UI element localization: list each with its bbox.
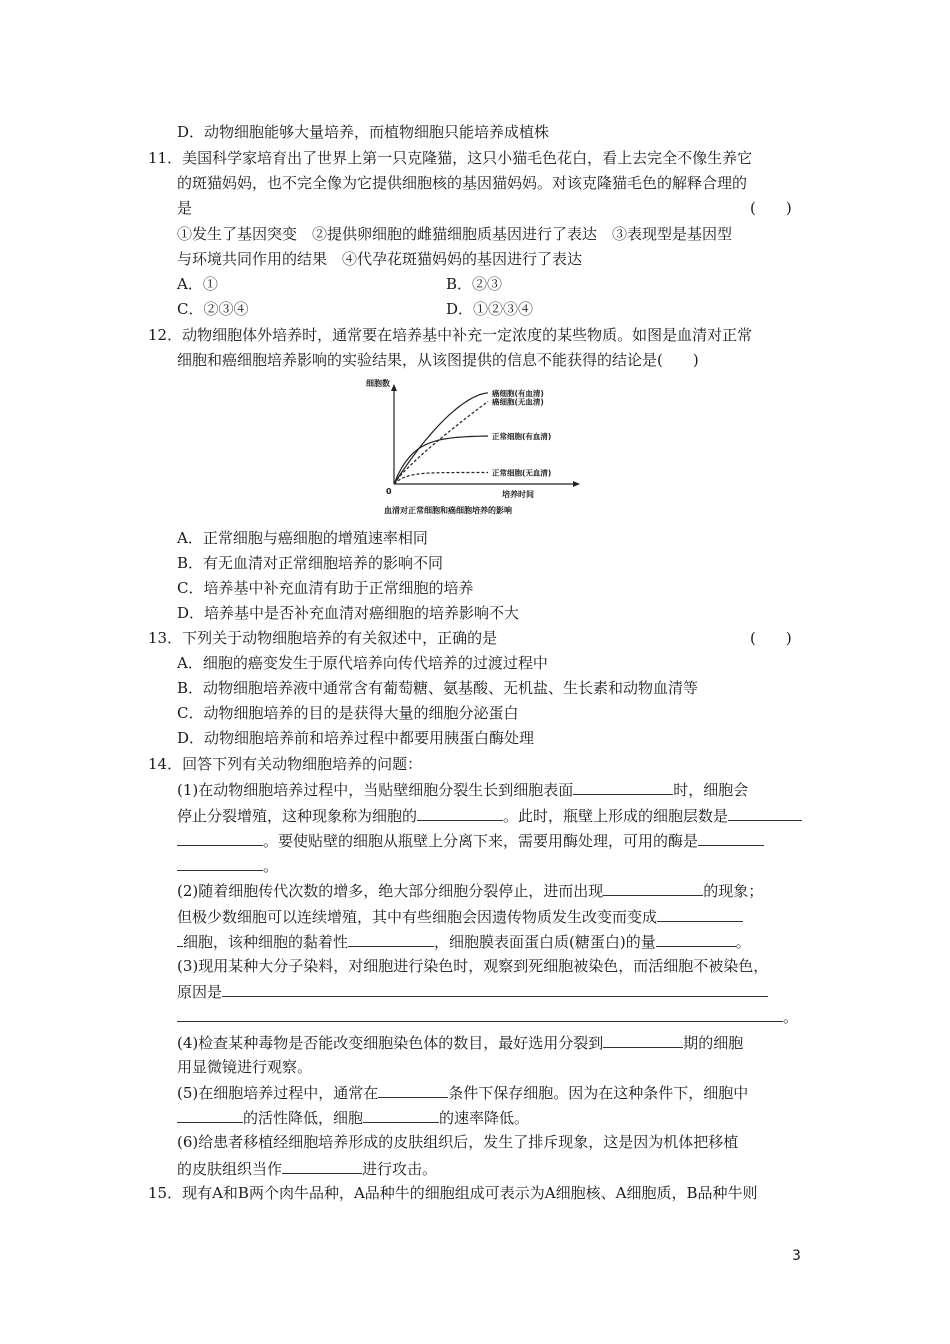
x-axis-arrow xyxy=(573,481,580,487)
q14-part4-line1: (4)检查某种毒物是否能改变细胞染色体的数目，最好选用分裂到 期的细胞 xyxy=(177,1034,744,1052)
q14-part1-line4: 。 xyxy=(177,855,278,876)
answer-blank[interactable] xyxy=(657,906,743,922)
answer-blank[interactable] xyxy=(573,779,673,795)
answer-blank[interactable] xyxy=(177,830,263,846)
page-number: 3 xyxy=(792,1248,801,1264)
q10-option-d: D．动物细胞能够大量培养，而植物细胞只能培养成植株 xyxy=(177,123,550,141)
serum-effect-chart xyxy=(364,376,586,518)
answer-blank[interactable] xyxy=(282,1158,362,1174)
answer-blank[interactable] xyxy=(698,830,764,846)
q11-option-b: B．②③ xyxy=(446,275,503,293)
q13-stem: 13．下列关于动物细胞培养的有关叙述中，正确的是 xyxy=(148,629,498,647)
q11-stem-line1: 11．美国科学家培育出了世界上第一只克隆猫，这只小猫毛色花白，看上去完全不像生养它 xyxy=(148,149,753,167)
series-line xyxy=(394,401,488,484)
chart-caption: 血清对正常细胞和癌细胞培养的影响 xyxy=(384,506,512,515)
q13-option-d: D．动物细胞培养前和培养过程中都要用胰蛋白酶处理 xyxy=(177,729,535,747)
q13-answer-bracket: ( ) xyxy=(750,629,792,647)
q14-part3-line3: 。 xyxy=(177,1006,798,1027)
q14-part6-line2: 的皮肤组织当作 进行攻击。 xyxy=(177,1160,438,1178)
q11-option-a: A．① xyxy=(177,275,218,293)
y-axis-label: 细胞数 xyxy=(366,379,390,388)
q14-part3-line2: 原因是 xyxy=(177,981,768,1002)
q12-option-a: A．正常细胞与癌细胞的增殖速率相同 xyxy=(177,529,428,547)
q11-statements-line1: ①发生了基因突变 ②提供卵细胞的雌猫细胞质基因进行了表达 ③表现型是基因型 xyxy=(177,225,733,243)
answer-blank[interactable] xyxy=(603,880,703,896)
q13-option-a: A．细胞的癌变发生于原代培养向传代培养的过渡过程中 xyxy=(177,654,548,672)
answer-blank[interactable] xyxy=(603,1032,683,1048)
q11-statements-line2: 与环境共同作用的结果 ④代孕花斑猫妈妈的基因进行了表达 xyxy=(177,250,583,268)
answer-blank[interactable] xyxy=(656,931,736,947)
q14-part2-line3: 细胞，该种细胞的黏着性 ，细胞膜表面蛋白质(糖蛋白)的量 。 xyxy=(177,931,751,952)
origin-label: 0 xyxy=(386,487,392,496)
q11-option-c: C．②③④ xyxy=(177,300,249,318)
q14-part3-line1: (3)现用某种大分子染料，对细胞进行染色时，观察到死细胞被染色，而活细胞不被染色， xyxy=(177,957,769,975)
answer-blank[interactable] xyxy=(177,1107,243,1123)
answer-blank[interactable] xyxy=(728,805,802,821)
q14-part1-line3: 。要使贴壁的细胞从瓶壁上分离下来，需要用酶处理，可用的酶是 xyxy=(177,830,764,851)
q14-part5-line1: (5)在细胞培养过程中，通常在 条件下保存细胞。因为在这种条件下，细胞中 xyxy=(177,1084,749,1102)
answer-blank[interactable] xyxy=(177,1006,783,1022)
series-label: 正常细胞(有血清) xyxy=(492,432,552,441)
q12-stem-line1: 12．动物细胞体外培养时，通常要在培养基中补充一定浓度的某些物质。如图是血清对正常 xyxy=(148,326,753,344)
answer-blank[interactable] xyxy=(348,931,434,947)
q13-option-c: C．动物细胞培养的目的是获得大量的细胞分泌蛋白 xyxy=(177,704,519,722)
q14-part2-line2: 但极少数细胞可以连续增殖，其中有些细胞会因遗传物质发生改变而变成 xyxy=(177,906,743,927)
q14-part2-line1: (2)随着细胞传代次数的增多，绝大部分细胞分裂停止，进而出现 的现象； xyxy=(177,882,764,900)
answer-blank[interactable] xyxy=(363,1107,439,1123)
q14-part5-line2: 的活性降低，细胞 的速率降低。 xyxy=(177,1107,529,1128)
q11-option-d: D．①②③④ xyxy=(446,300,534,318)
y-axis-arrow xyxy=(391,384,397,391)
q15-stem-line1: 15．现有A和B两个肉牛品种，A品种牛的细胞组成可表示为A细胞核、A细胞质，B品种牛则 xyxy=(148,1184,758,1202)
x-axis-label: 培养时间 xyxy=(502,490,534,499)
series-line xyxy=(394,436,488,484)
answer-blank[interactable] xyxy=(222,981,768,997)
q11-stem-line2: 的斑猫妈妈，也不完全像为它提供细胞核的基因猫妈妈。对该克隆猫毛色的解释合理的 xyxy=(177,174,748,192)
q14-part1-line1: (1)在动物细胞培养过程中，当贴壁细胞分裂生长到细胞表面 时，细胞会 xyxy=(177,781,749,799)
series-label: 正常细胞(无血清) xyxy=(492,468,552,478)
q13-option-b: B．动物细胞培养液中通常含有葡萄糖、氨基酸、无机盐、生长素和动物血清等 xyxy=(177,679,699,697)
q14-stem: 14．回答下列有关动物细胞培养的问题： xyxy=(148,755,423,773)
q12-option-b: B．有无血清对正常细胞培养的影响不同 xyxy=(177,554,444,572)
q14-part1-line2: 停止分裂增殖，这种现象称为细胞的 。此时，瓶壁上形成的细胞层数是 xyxy=(177,805,802,826)
answer-blank[interactable] xyxy=(177,855,263,871)
q12-stem-line2: 细胞和癌细胞培养影响的实验结果，从该图提供的信息不能获得的结论是( ) xyxy=(177,351,699,369)
q11-stem-line3: 是 xyxy=(177,199,193,217)
series-line xyxy=(394,473,488,485)
answer-blank[interactable] xyxy=(378,1082,448,1098)
q12-option-c: C．培养基中补充血清有助于正常细胞的培养 xyxy=(177,579,474,597)
q12-option-d: D．培养基中是否补充血清对癌细胞的培养影响不大 xyxy=(177,604,520,622)
answer-blank[interactable] xyxy=(417,805,503,821)
q14-part4-line2: 用显微镜进行观察。 xyxy=(177,1058,313,1076)
q14-part6-line1: (6)给患者移植经细胞培养形成的皮肤组织后，发生了排斥现象，这是因为机体把移植 xyxy=(177,1133,739,1151)
series-label: 癌细胞(有血清) xyxy=(492,388,544,398)
series-label: 癌细胞(无血清) xyxy=(492,397,544,407)
q11-answer-bracket: ( ) xyxy=(750,199,792,217)
